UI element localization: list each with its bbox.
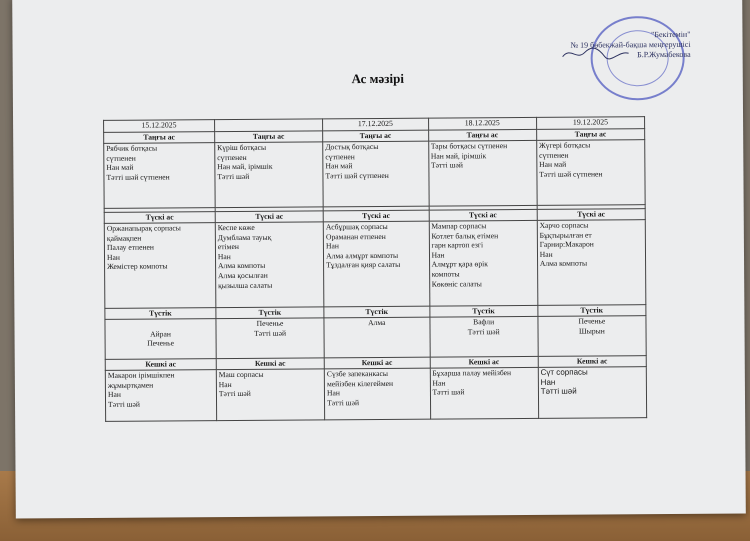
meal-header: Кешкі ас (430, 356, 538, 368)
meal-header: Таңғы ас (536, 129, 644, 141)
dinner-cell-day-2 (216, 369, 325, 421)
menu-item: Рябчик ботқасы (106, 143, 158, 153)
menu-item: Нан (217, 251, 231, 261)
menu-item: Тәтті шәй (327, 397, 360, 408)
menu-item: Нан (325, 241, 339, 251)
menu-item: Шырын (579, 326, 605, 336)
meal-header: Түстік (216, 307, 324, 319)
menu-item: Печенье (578, 316, 606, 326)
menu-item: Алма (368, 317, 386, 328)
menu-table (103, 116, 647, 422)
approval-heading: "Бекітемін" (651, 29, 691, 40)
menu-item: Сүт сорпасы (540, 367, 588, 377)
meal-header: Түскі ас (215, 211, 323, 223)
menu-item: Нан (540, 377, 556, 387)
dinner-cell-day-4 (430, 367, 539, 419)
menu-item: Тәтті шәй (218, 389, 251, 399)
dinner-cell-day-1 (105, 370, 216, 422)
snack-row (105, 316, 646, 360)
meal-header: Түстік (538, 305, 646, 317)
meal-header: Таңғы ас (323, 130, 429, 142)
meal-header: Кешкі ас (538, 356, 646, 368)
menu-item: Нан май (539, 159, 567, 170)
menu-item: Харчо сорпасы (539, 220, 589, 230)
breakfast-row (104, 140, 645, 209)
menu-item: Нан (106, 252, 120, 262)
menu-item: Тәтті шәй (254, 328, 287, 338)
dinner-cell-day-3 (324, 368, 430, 420)
menu-item: Палау етпенен (106, 242, 154, 253)
menu-item: сүтпенен (325, 151, 355, 161)
date-cell: 19.12.2025 (536, 117, 644, 130)
menu-item: Вафли (473, 317, 495, 327)
meal-header: Түстік (105, 308, 216, 320)
meal-header: Таңғы ас (215, 131, 323, 143)
menu-item: Бұқтырылған ет (539, 230, 592, 240)
menu-item: Тәтті шәй (108, 399, 141, 409)
breakfast-cell-day-1 (104, 143, 215, 209)
menu-item: Оржанапырақ сорпасы (106, 223, 181, 233)
menu-item: Думблама тауық (217, 232, 272, 242)
menu-item: Нан май (106, 162, 134, 173)
menu-item: Тары ботқасы сүтпенен (430, 141, 508, 151)
menu-item: Тәтті шәй (467, 326, 500, 336)
menu-item: жұмыртқамен (107, 380, 154, 390)
meal-header: Түскі ас (429, 209, 537, 221)
menu-item: Нан (218, 379, 232, 389)
snack-cell-day-2 (216, 318, 324, 359)
menu-item: Тәтті шәй сүтпенен (539, 169, 603, 179)
menu-item: Тәтті шәй сүтпенен (106, 172, 170, 182)
menu-item: Асбұршақ сорпасы (325, 221, 388, 232)
meal-header: Түстік (324, 306, 430, 318)
menu-sheet (12, 0, 746, 519)
menu-item: Айран (150, 329, 171, 339)
menu-item: Алма қосылған (217, 270, 268, 281)
menu-item: қаймақпен (106, 233, 142, 243)
menu-item: Печенье (256, 318, 284, 328)
snack-cell-day-1 (105, 319, 216, 360)
meal-header: Таңғы ас (104, 132, 215, 144)
lunch-cell-day-3 (323, 221, 429, 307)
date-cell: 15.12.2025 (104, 120, 215, 133)
menu-item: Мампар сорпасы (431, 221, 487, 231)
date-cell: 18.12.2025 (428, 117, 536, 130)
menu-item: Күріш ботқасы (217, 142, 267, 153)
dinner-cell-day-5 (538, 367, 647, 419)
menu-item: Ораманан етпенен (325, 231, 386, 241)
menu-item: Тәтті шәй сүтпенен (325, 170, 389, 181)
meal-header: Түскі ас (104, 212, 215, 224)
menu-item: етімен (217, 242, 239, 252)
menu-item: Тәтті шәй (217, 171, 250, 181)
date-cell (214, 119, 322, 132)
menu-item: Алмұрт қара өрік (431, 259, 488, 270)
menu-item: Нан (107, 389, 121, 400)
menu-item: Нан (431, 250, 445, 260)
menu-item: сүтпенен (106, 153, 136, 163)
menu-item: Нан (539, 249, 553, 259)
menu-item: Гарнир:Макарон (539, 239, 594, 250)
breakfast-cell-day-5 (536, 140, 645, 206)
menu-item: сүтпенен (539, 150, 569, 160)
lunch-cell-day-4 (429, 220, 538, 306)
menu-item: Достық ботқасы (325, 142, 379, 152)
meal-header: Кешкі ас (216, 358, 324, 370)
breakfast-cell-day-2 (215, 142, 324, 208)
menu-item: Макарон ірімшікпен (107, 370, 175, 380)
menu-item: сүтпенен (217, 152, 247, 162)
menu-item: Маш сорпасы (218, 369, 264, 380)
menu-item: гарн картоп езгі (431, 240, 484, 250)
menu-item: Тәтті шәй (432, 387, 465, 397)
snack-cell-day-5 (538, 316, 647, 357)
meal-header: Түскі ас (537, 209, 645, 221)
lunch-cell-day-1 (104, 223, 215, 309)
menu-item: Нан май, ірімшік (217, 161, 273, 172)
page-title: Ас мәзірі (351, 70, 405, 87)
date-cell: 17.12.2025 (323, 118, 429, 131)
approval-institution: № 19 бөбекжай-бақша меңгерушісі (570, 39, 691, 50)
menu-item: Жемістер компоты (107, 261, 168, 272)
menu-item: Нан май, ірімшік (430, 150, 487, 161)
lunch-row (104, 220, 646, 309)
approval-block (570, 30, 690, 61)
menu-item: компоты (431, 269, 460, 279)
menu-item: Нан (432, 378, 446, 388)
meal-header: Түскі ас (323, 210, 429, 222)
menu-item: Алма компоты (539, 258, 588, 269)
snack-cell-day-3 (324, 317, 430, 358)
menu-item: Нан (327, 388, 340, 398)
menu-item: Бұхарша палау мейізбен (432, 368, 512, 378)
approval-signatory: Б.Р.Жумабекова (637, 49, 691, 60)
meal-header: Түстік (429, 305, 537, 317)
menu-item: Жүгері ботқасы (538, 140, 591, 150)
meal-header: Кешкі ас (105, 359, 216, 371)
menu-item: Сүзбе запеканкасы (326, 368, 388, 379)
menu-item: қызылша салаты (218, 280, 273, 290)
menu-item: Алма алмұрт компоты (326, 250, 399, 261)
lunch-cell-day-5 (537, 220, 646, 306)
menu-item: Тәтті шәй (540, 386, 577, 397)
menu-item: Көкөніс салаты (431, 278, 482, 289)
menu-item: Алма компоты (217, 261, 266, 271)
dinner-row (105, 367, 646, 422)
lunch-cell-day-2 (215, 222, 324, 308)
breakfast-cell-day-4 (428, 140, 537, 206)
menu-item: Кеспе көже (217, 222, 255, 233)
snack-cell-day-4 (429, 316, 537, 357)
breakfast-cell-day-3 (323, 141, 429, 207)
menu-item: Тұздалған қияр салаты (326, 260, 401, 270)
menu-item: Тәтті шәй (430, 160, 463, 170)
meal-header: Таңғы ас (428, 129, 536, 141)
menu-item: Печенье (147, 338, 174, 348)
menu-item: Нан май (325, 161, 353, 171)
menu-item: мейізбен кілегеймен (326, 378, 394, 388)
menu-item: Котлет балық етімен (431, 230, 499, 241)
meal-header: Кешкі ас (324, 357, 430, 369)
